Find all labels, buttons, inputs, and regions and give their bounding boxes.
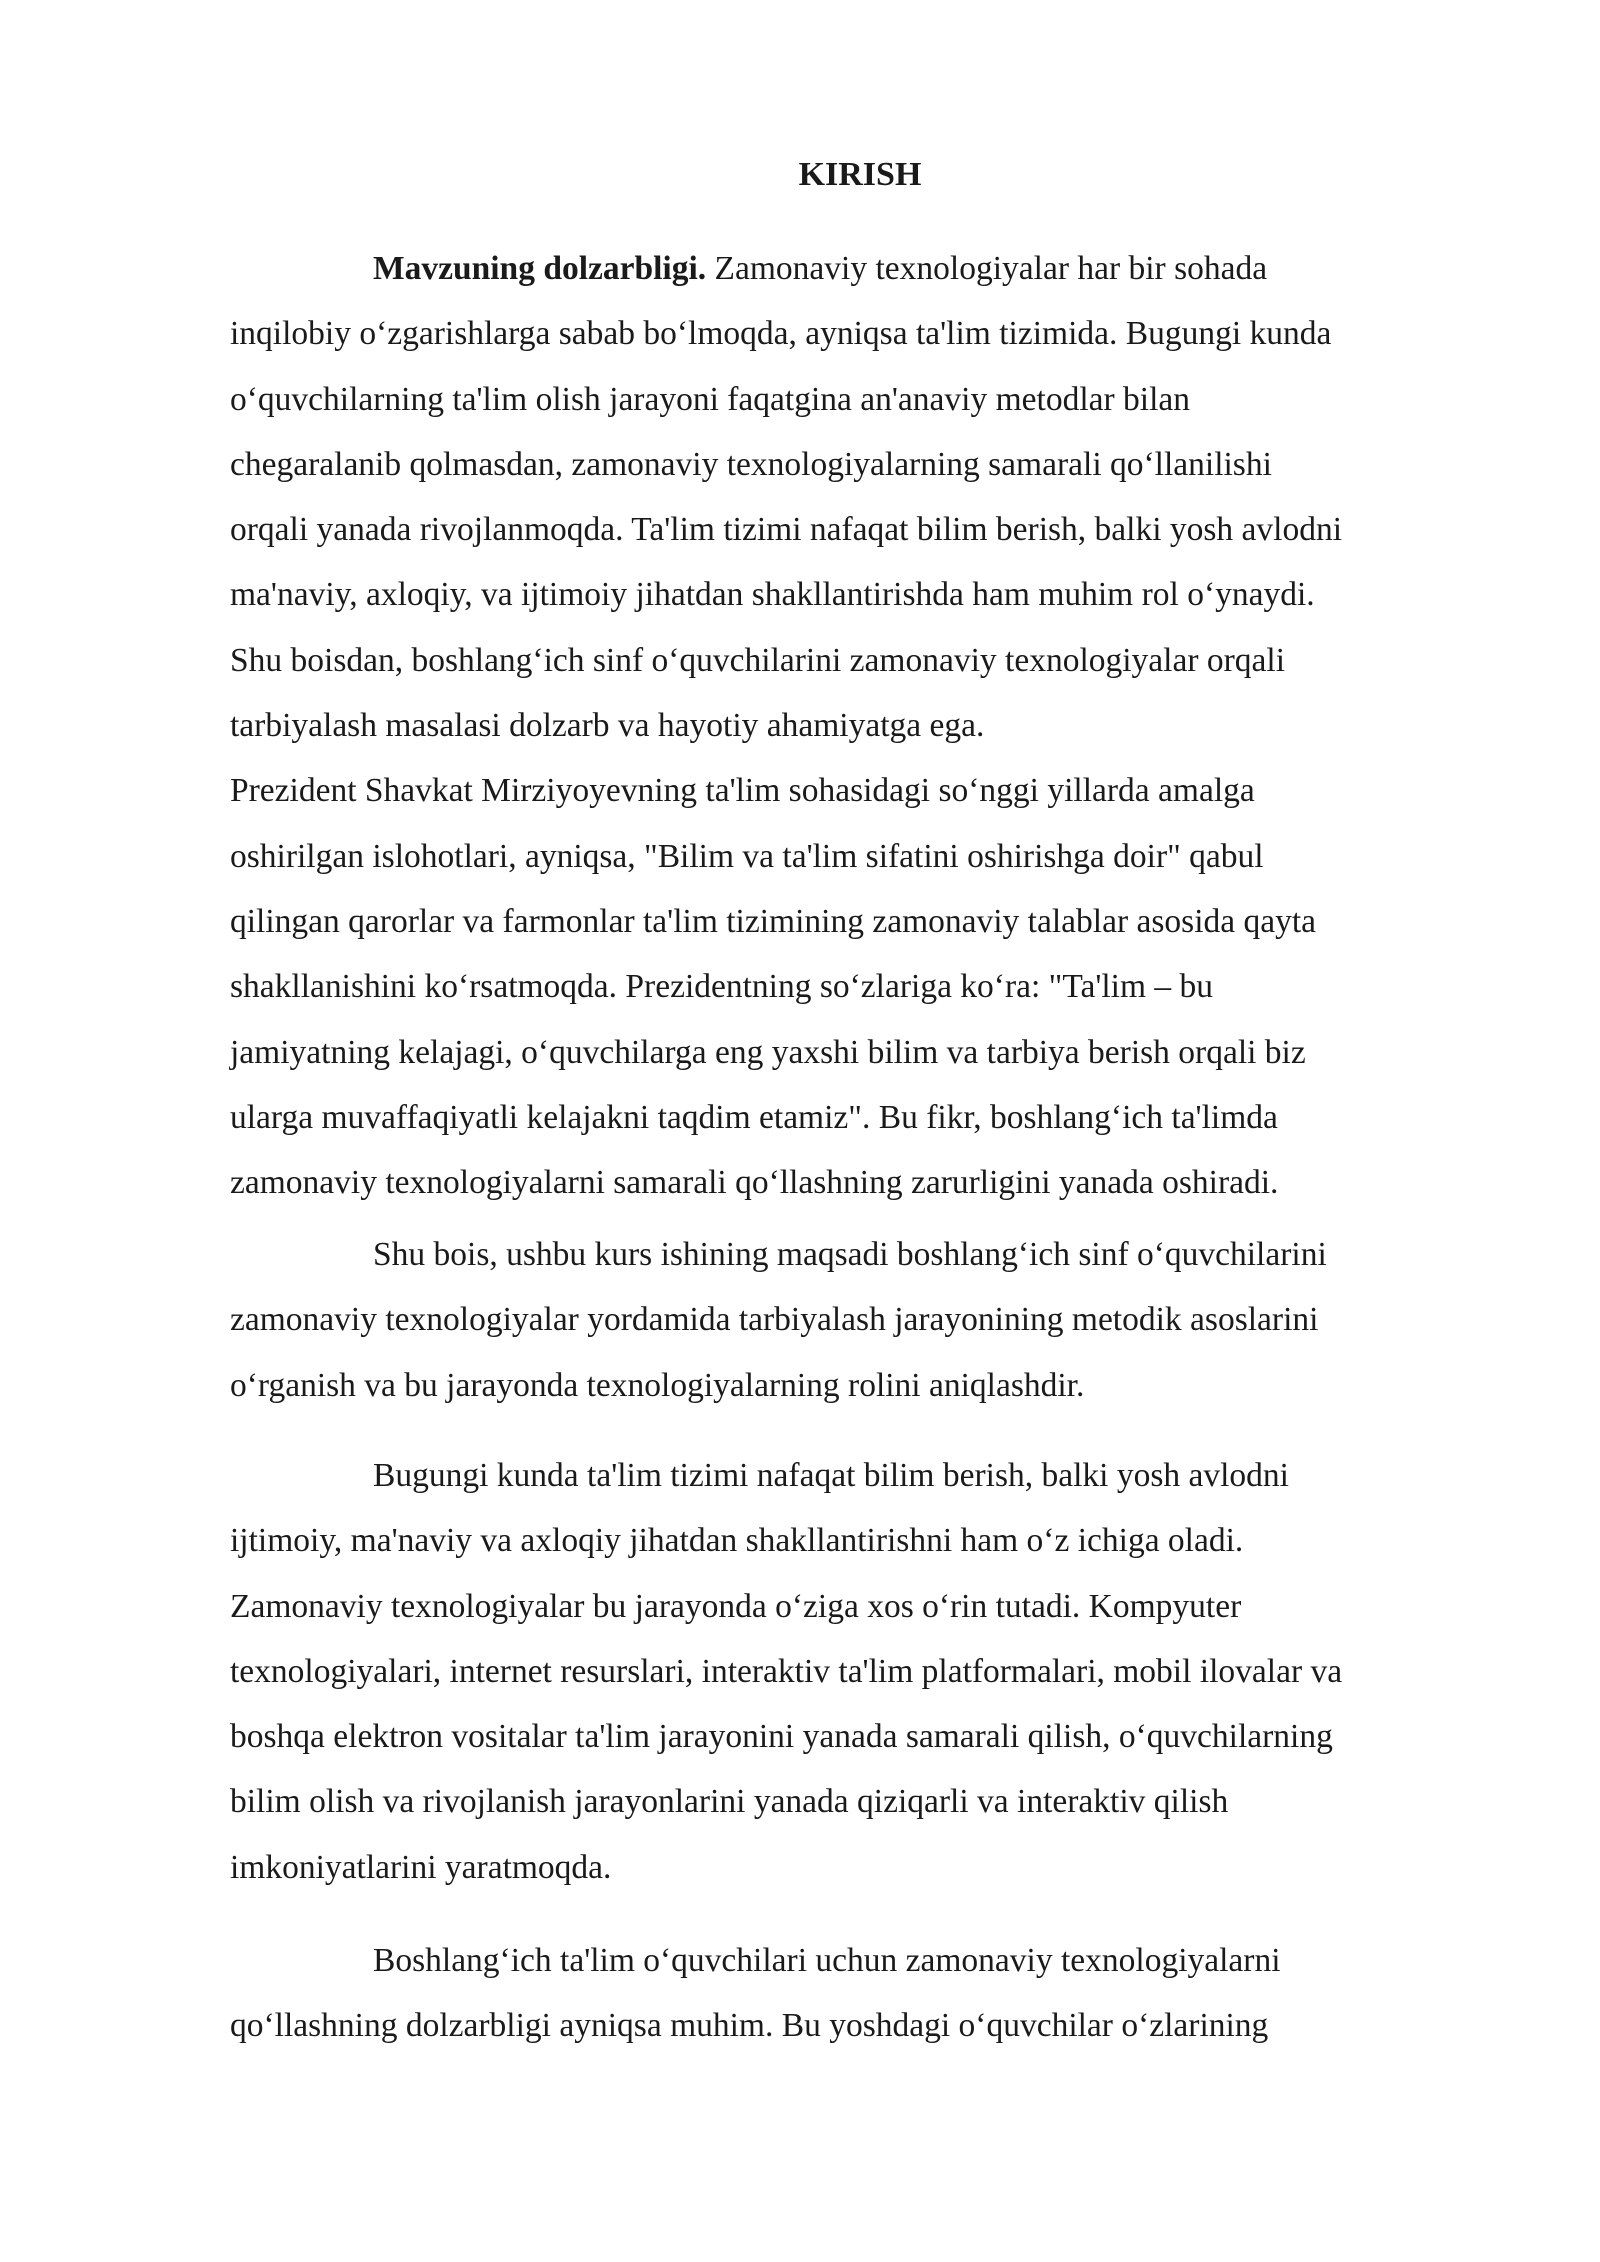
paragraph-line: texnologiyalari, internet resurslari, interaktiv ta'lim platformalari, mobil ilovalar va [230,1652,1343,1690]
paragraph-primary-school [230,1928,1490,2059]
paragraph-line-text: Zamonaviy texnologiyalar har bir sohada [706,250,1268,287]
paragraph-line: orqali yanada rivojlanmoqda. Ta'lim tizimi nafaqat bilim berish, balki yosh avlodni [230,511,1343,549]
paragraph-line: jamiyatning kelajagi, o‘quvchilarga eng yaxshi bilim va tarbiya berish orqali biz [230,1033,1306,1071]
paragraph-line: Bugungi kunda ta'lim tizimi nafaqat bilim berish, balki yosh avlodni [373,1457,1289,1494]
paragraph-line: imkoniyatlarini yaratmoqda. [230,1848,612,1886]
paragraph-line: o‘rganish va bu jarayonda texnologiyalarning rolini aniqlashdir. [230,1366,1085,1404]
paragraph-line: Zamonaviy texnologiyalar bu jarayonda o‘ziga xos o‘rin tutadi. Kompyuter [230,1587,1242,1625]
paragraph-technologies [230,1443,1490,1900]
paragraph-line: qilingan qarorlar va farmonlar ta'lim tizimining zamonaviy talablar asosida qayta [230,902,1317,940]
paragraph-line: chegaralanib qolmasdan, zamonaviy texnologiyalarning samarali qo‘llanilishi [230,445,1272,483]
paragraph-line: zamonaviy texnologiyalarni samarali qo‘llashning zarurligini yanada oshiradi. [230,1164,1279,1202]
paragraph-line: Prezident Shavkat Mirziyoyevning ta'lim sohasidagi so‘nggi yillarda amalga [230,772,1255,810]
paragraph-line: Shu boisdan, boshlang‘ich sinf o‘quvchilarini zamonaviy texnologiyalar orqali [230,641,1286,679]
paragraph-line: qo‘llashning dolzarbligi ayniqsa muhim. Bu yoshdagi o‘quvchilar o‘zlarining [230,2007,1269,2045]
paragraph-line: shakllanishini ko‘rsatmoqda. Prezidentning so‘zlariga ko‘ra: "Ta'lim – bu [230,968,1214,1006]
paragraph-line: ma'naviy, axloqiy, va ijtimoiy jihatdan shakllantirishda ham muhim rol o‘ynaydi. [230,576,1315,614]
paragraph-line: tarbiyalash masalasi dolzarb va hayotiy ahamiyatga ega. [230,707,985,745]
paragraph-line: o‘quvchilarning ta'lim olish jarayoni faqatgina an'anaviy metodlar bilan [230,380,1191,418]
paragraph-line [230,236,1490,301]
page-title: KIRISH [798,156,922,193]
paragraph-line: inqilobiy o‘zgarishlarga sabab bo‘lmoqda, ayniqsa ta'lim tizimida. Bugungi kunda [230,315,1332,353]
paragraph-line: ijtimoiy, ma'naviy va axloqiy jihatdan shakllantirishni ham o‘z ichiga oladi. [230,1522,1244,1560]
paragraph-line: boshqa elektron vositalar ta'lim jarayonini yanada samarali qilish, o‘quvchilarning [230,1718,1333,1756]
paragraph-relevance [230,236,1490,1215]
paragraph-goal [230,1222,1490,1418]
paragraph-line: oshirilgan islohotlari, ayniqsa, "Bilim va ta'lim sifatini oshirishga doir" qabul [230,837,1264,875]
paragraph-line: Boshlang‘ich ta'lim o‘quvchilari uchun zamonaviy texnologiyalarni [373,1942,1281,1979]
paragraph-line: zamonaviy texnologiyalar yordamida tarbiyalash jarayonining metodik asoslarini [230,1301,1319,1339]
paragraph-line: Shu bois, ushbu kurs ishining maqsadi boshlang‘ich sinf o‘quvchilarini [373,1236,1327,1273]
section-lead-heading: Mavzuning dolzarbligi. [373,250,707,287]
paragraph-line: bilim olish va rivojlanish jarayonlarini yanada qiziqarli va interaktiv qilish [230,1783,1229,1821]
paragraph-line: ularga muvaffaqiyatli kelajakni taqdim etamiz". Bu fikr, boshlang‘ich ta'limda [230,1098,1278,1136]
